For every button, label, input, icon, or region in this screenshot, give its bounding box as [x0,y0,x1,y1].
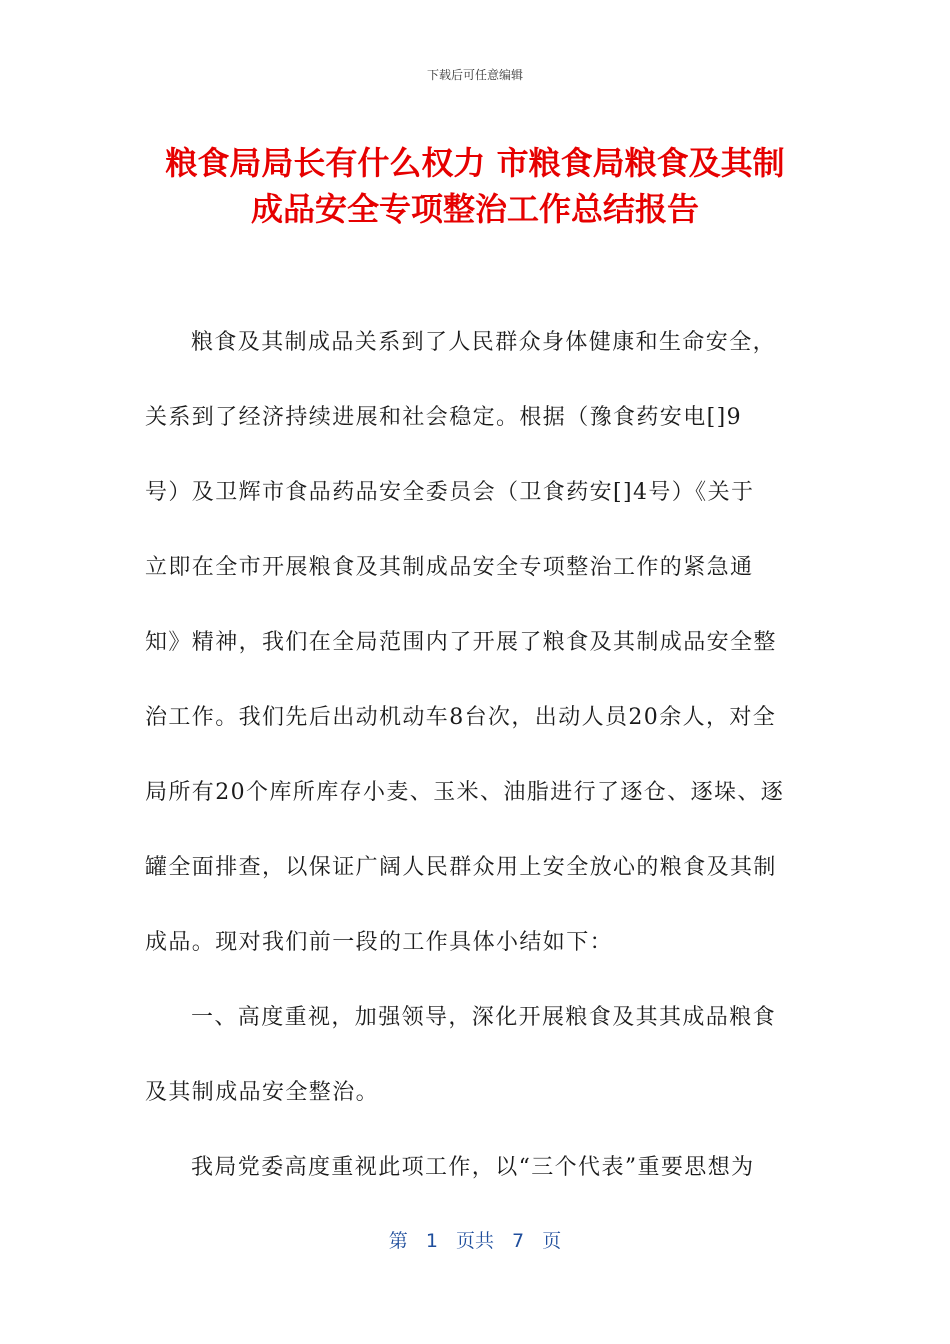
paragraph-line: 知》精神，我们在全局范围内了开展了粮食及其制成品安全整 [145,630,777,655]
paragraph-line: 罐全面排查，以保证广阔人民群众用上安全放心的粮食及其制 [145,855,777,880]
footer-total-pages: 7 [512,1230,525,1252]
footer-current-page: 1 [425,1230,438,1252]
paragraph-line: 成品。现对我们前一段的工作具体小结如下： [145,930,614,955]
footer-suffix: 页 [542,1230,562,1252]
paragraph-line: 立即在全市开展粮食及其制成品安全专项整治工作的紧急通 [145,555,754,580]
page-footer [0,1226,950,1253]
paragraph-line: 局所有20个库所库存小麦、玉米、油脂进行了逐仓、逐垛、逐 [145,780,785,805]
paragraph-line: 关系到了经济持续进展和社会稳定。根据（豫食药安电[]9 [145,405,742,430]
paragraph-line: 我局党委高度重视此项工作，以“三个代表”重要思想为 [191,1155,755,1180]
document-body [145,322,805,1222]
footer-prefix: 第 [388,1230,408,1252]
title-line-2: 成品安全专项整治工作总结报告 [250,190,699,228]
document-title [100,140,850,232]
section-heading-line: 及其制成品安全整治。 [145,1080,380,1105]
title-line-1: 粮食局局长有什么权力 市粮食局粮食及其制 [165,144,785,182]
paragraph-line: 号）及卫辉市食品药品安全委员会（卫食药安[]4号）《关于 [145,480,755,505]
header-note: 下载后可任意编辑 [426,68,523,82]
paragraph-line: 治工作。我们先后出动机动车8台次，出动人员20余人，对全 [145,705,777,730]
section-heading-line: 一、高度重视，加强领导，深化开展粮食及其其成品粮食 [191,1005,777,1030]
paragraph-line: 粮食及其制成品关系到了人民群众身体健康和生命安全， [191,330,777,355]
footer-middle: 页共 [455,1230,494,1252]
